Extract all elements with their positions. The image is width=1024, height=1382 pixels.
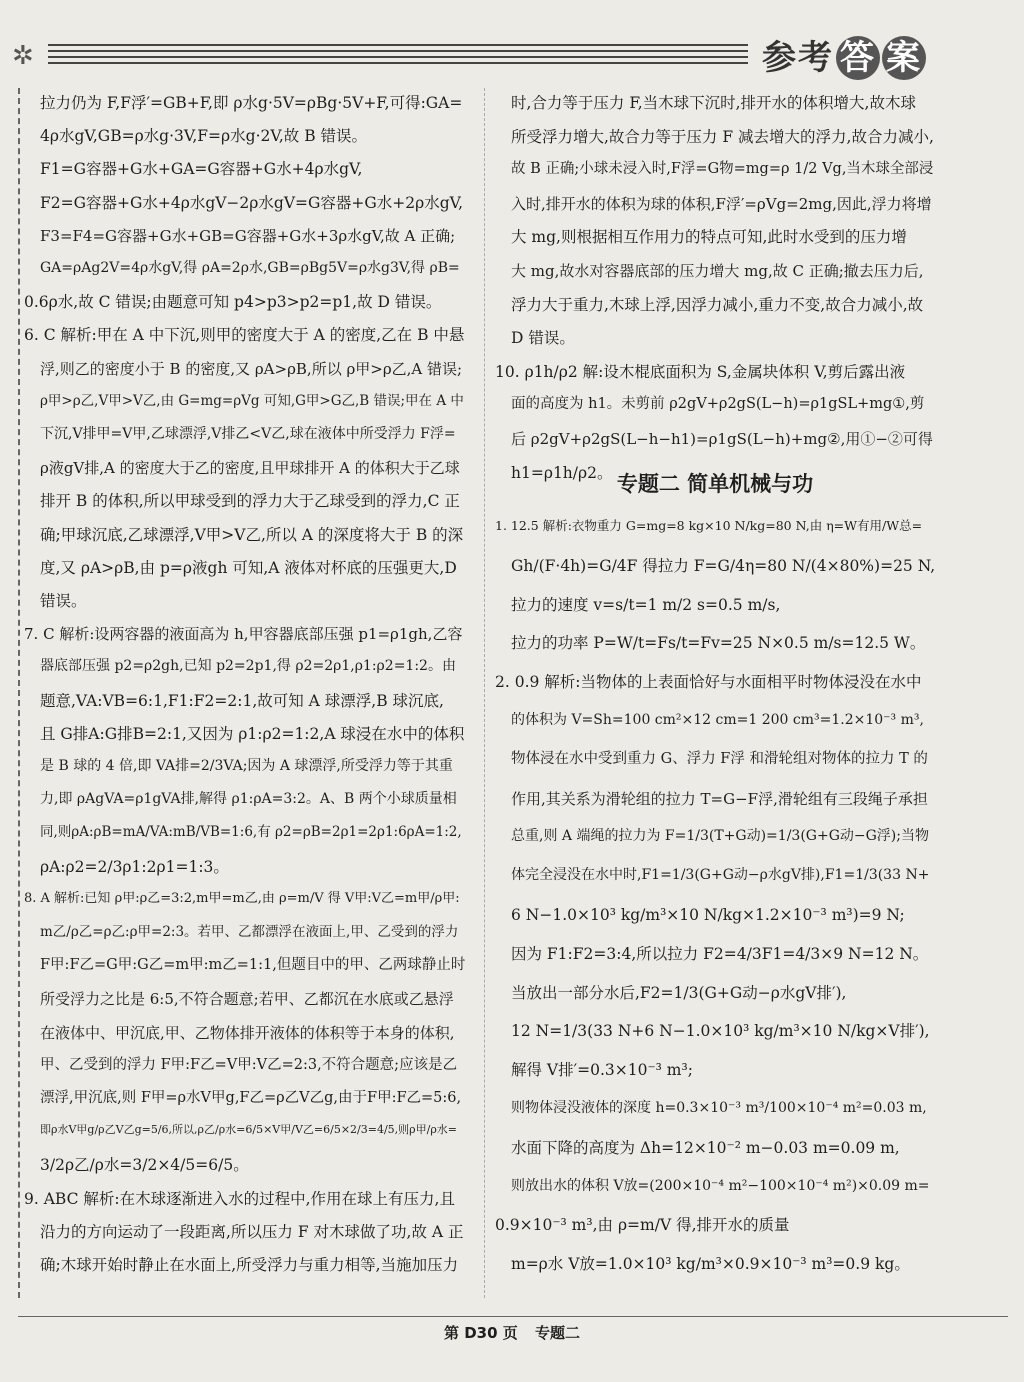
left-dashed-border [18, 88, 20, 1298]
text-line: D 错误。 [511, 329, 575, 348]
text-line: F甲:F乙=G甲:G乙=m甲:m乙=1:1,但题目中的甲、乙两球静止时 [40, 957, 466, 974]
text-line: 6 N−1.0×10³ kg/m³×10 N/kg×1.2×10⁻³ m³)=9 N; [511, 906, 905, 924]
text-line: 0.9×10⁻³ m³,由 ρ=m/V 得,排开水的质量 [495, 1216, 790, 1235]
text-line: 拉力的功率 P=W/t=Fs/t=Fv=25 N×0.5 m/s=12.5 W。 [511, 634, 926, 653]
text-line: m=ρ水 V放=1.0×10³ kg/m³×0.9×10⁻³ m³=0.9 kg。 [511, 1255, 910, 1274]
text-line: 总重,则 A 端绳的拉力为 F=1/3(T+G动)=1/3(G+G动−G浮);当物 [511, 828, 929, 845]
text-line: 所受浮力增大,故合力等于压力 F 减去增大的浮力,故合力减小, [511, 127, 934, 146]
text-line: 浮力大于重力,木球上浮,因浮力减小,重力不变,故合力减小,故 [511, 295, 924, 314]
text-line: F3=F4=G容器+G水+GB=G容器+G水+3ρ水gV,故 A 正确; [40, 226, 456, 245]
text-line: m乙/ρ乙=ρ乙:ρ甲=2:3。若甲、乙都漂浮在液面上,甲、乙受到的浮力 [40, 924, 459, 940]
text-line: 4ρ水gV,GB=ρ水g·3V,F=ρ水g·2V,故 B 错误。 [40, 127, 368, 146]
gear-icon: ✲ [12, 41, 34, 71]
text-line: 体完全浸没在水中时,F1=1/3(G+G动−ρ水gV排),F1=1/3(33 N+ [511, 867, 930, 884]
text-line: ρ甲>ρ乙,V甲>V乙,由 G=mg=ρVg 可知,G甲>G乙,B 错误;甲在 A 中 [40, 392, 464, 409]
text-line: 则物体浸没液体的深度 h=0.3×10⁻³ m³/100×10⁻⁴ m²=0.03 m, [511, 1100, 927, 1116]
text-line: 后 ρ2gV+ρ2gS(L−h−h1)=ρ1gS(L−h)+mg②,用①−②可得 [511, 430, 933, 448]
text-line: 确;木球开始时静止在水面上,所受浮力与重力相等,当施加压力 [40, 1256, 459, 1274]
text-line: 力,即 ρAgVA=ρ1gVA排,解得 ρ1:ρA=3:2。A、B 两个小球质量相 [40, 791, 457, 808]
footer-rule [18, 1316, 1008, 1317]
text-line: 12 N=1/3(33 N+6 N−1.0×10³ kg/m³×10 N/kg×V排′), [511, 1022, 930, 1041]
text-line: 排开 B 的体积,所以甲球受到的浮力大于乙球受到的浮力,C 正 [40, 492, 460, 511]
text-line: 确;甲球沉底,乙球漂浮,V甲>V乙,所以 A 的深度将大于 B 的深 [40, 525, 464, 544]
text-line: 即ρ水V甲g/ρ乙V乙g=5/6,所以,ρ乙/ρ水=6/5×V甲/V乙=6/5×2/3=4/5,则ρ甲/ρ水= [40, 1123, 458, 1137]
answer-logo [762, 30, 926, 80]
section-title: 专题二 简单机械与功 [616, 472, 814, 496]
footer-text [0, 1322, 1024, 1343]
page-footer [0, 1288, 1024, 1382]
text-line: 所受浮力之比是 6:5,不符合题意;若甲、乙都沉在水底或乙悬浮 [40, 990, 454, 1009]
text-line: 6. C 解析:甲在 A 中下沉,则甲的密度大于 A 的密度,乙在 B 中悬 [24, 326, 465, 345]
text-line: 沿力的方向运动了一段距离,所以压力 F 对木球做了功,故 A 正 [40, 1222, 464, 1241]
page-header [0, 0, 1024, 92]
footer-topic: 专题二 [535, 1324, 581, 1342]
text-line: 下沉,V排甲=V甲,乙球漂浮,V排乙<V乙,球在液体中所受浮力 F浮= [40, 426, 456, 442]
text-line: 故 B 正确;小球未浸入时,F浮=G物=mg=ρ 1/2 Vg,当木球全部浸 [511, 161, 934, 178]
text-line: 入时,排开水的体积为球的体积,F浮′=ρVg=2mg,因此,浮力将增 [511, 194, 932, 213]
text-line: 题意,VA:VB=6:1,F1:F2=2:1,故可知 A 球漂浮,B 球沉底, [40, 691, 444, 710]
logo-ball: 答 [836, 36, 880, 80]
text-line: 水面下降的高度为 Δh=12×10⁻² m−0.03 m=0.09 m, [511, 1138, 900, 1157]
text-line: F1=G容器+G水+GA=G容器+G水+4ρ水gV, [40, 160, 363, 179]
text-line: F2=G容器+G水+4ρ水gV−2ρ水gV=G容器+G水+2ρ水gV, [40, 193, 464, 212]
logo-text: 参考 [762, 38, 834, 78]
text-line: 7. C 解析:设两容器的液面高为 h,甲容器底部压强 p1=ρ1gh,乙容 [24, 625, 463, 644]
text-line: 2. 0.9 解析:当物体的上表面恰好与水面相平时物体浸没在水中 [495, 673, 922, 692]
text-line: 漂浮,甲沉底,则 F甲=ρ水V甲g,F乙=ρ乙V乙g,由于F甲:F乙=5:6, [40, 1090, 462, 1106]
text-line: 则放出水的体积 V放=(200×10⁻⁴ m²−100×10⁻⁴ m²)×0.09 m= [511, 1177, 930, 1194]
text-line: ρA:ρ2=2/3ρ1:2ρ1=1:3。 [40, 857, 229, 876]
text-line: 器底部压强 p2=ρ2gh,已知 p2=2p1,得 ρ2=2ρ1,ρ1:ρ2=1:2。由 [40, 658, 456, 675]
text-line: GA=ρAg2V=4ρ水gV,得 ρA=2ρ水,GB=ρBg5V=ρ水g3V,得 ρB= [40, 260, 460, 276]
text-line: 同,则ρA:ρB=mA/VA:mB/VB=1:6,有 ρ2=ρB=2ρ1=2ρ1:6ρA=1:2, [40, 824, 462, 841]
text-line: 8. A 解析:已知 ρ甲:ρ乙=3:2,m甲=m乙,由 ρ=m/V 得 V甲:V乙=m甲/ρ甲: [24, 890, 460, 906]
column-separator [484, 88, 485, 1298]
page-number: 第 D30 页 [443, 1324, 518, 1342]
text-line: 度,又 ρA>ρB,由 p=ρ液gh 可知,A 液体对杯底的压强更大,D [40, 558, 457, 577]
text-line: h1=ρ1h/ρ2。 [511, 463, 613, 482]
logo-ball: 案 [882, 36, 926, 80]
text-line: 10. ρ1h/ρ2 解:设木棍底面积为 S,金属块体积 V,剪后露出液 [495, 362, 906, 381]
text-line: 物体浸在水中受到重力 G、浮力 F浮 和滑轮组对物体的拉力 T 的 [511, 750, 928, 767]
text-line: 拉力仍为 F,F浮′=GB+F,即 ρ水g·5V=ρBg·5V+F,可得:GA= [40, 94, 463, 112]
text-line: 因为 F1:F2=3:4,所以拉力 F2=4/3F1=4/3×9 N=12 N。 [511, 944, 929, 963]
text-line: 作用,其关系为滑轮组的拉力 T=G−F浮,滑轮组有三段绳子承担 [511, 789, 928, 808]
text-line: 是 B 球的 4 倍,即 VA排=2/3VA;因为 A 球漂浮,所受浮力等于其重 [40, 758, 453, 774]
text-line: 当放出一部分水后,F2=1/3(G+G动−ρ水gV排′), [511, 983, 847, 1002]
text-line: 1. 12.5 解析:衣物重力 G=mg=8 kg×10 N/kg=80 N,由 η=W有用/W总= [495, 518, 923, 533]
text-line: 9. ABC 解析:在木球逐渐进入水的过程中,作用在球上有压力,且 [24, 1189, 455, 1208]
text-line: 浮,则乙的密度小于 B 的密度,又 ρA>ρB,所以 ρ甲>ρ乙,A 错误; [40, 359, 463, 378]
text-line: 在液体中、甲沉底,甲、乙物体排开液体的体积等于本身的体积, [40, 1023, 455, 1042]
header-rule [48, 44, 748, 74]
text-line: ρ液gV排,A 的密度大于乙的密度,且甲球排开 A 的体积大于乙球 [40, 459, 460, 478]
text-line: 且 G排A:G排B=2:1,又因为 ρ1:ρ2=1:2,A 球浸在水中的体积 [40, 724, 465, 743]
text-line: 拉力的速度 v=s/t=1 m/2 s=0.5 m/s, [511, 595, 781, 614]
text-line: 0.6ρ水,故 C 错误;由题意可知 p4>p3>p2=p1,故 D 错误。 [24, 293, 442, 312]
text-line: 大 mg,则根据相互作用力的特点可知,此时水受到的压力增 [511, 228, 907, 247]
text-line: 大 mg,故水对容器底部的压力增大 mg,故 C 正确;撤去压力后, [511, 262, 924, 280]
text-line: 解得 V排′=0.3×10⁻³ m³; [511, 1061, 693, 1080]
text-line: 的体积为 V=Sh=100 cm²×12 cm=1 200 cm³=1.2×10⁻³ m³, [511, 712, 924, 728]
text-line: Gh/(F·4h)=G/4F 得拉力 F=G/4η=80 N/(4×80%)=25 N, [511, 556, 936, 575]
text-line: 甲、乙受到的浮力 F甲:F乙=V甲:V乙=2:3,不符合题意;应该是乙 [40, 1056, 458, 1073]
text-line: 错误。 [40, 592, 87, 610]
text-line: 面的高度为 h1。未剪前 ρ2gV+ρ2gS(L−h)=ρ1gSL+mg①,剪 [511, 396, 925, 413]
text-line: 3/2ρ乙/ρ水=3/2×4/5=6/5。 [40, 1156, 249, 1175]
text-line: 时,合力等于压力 F,当木球下沉时,排开水的体积增大,故木球 [511, 94, 916, 112]
